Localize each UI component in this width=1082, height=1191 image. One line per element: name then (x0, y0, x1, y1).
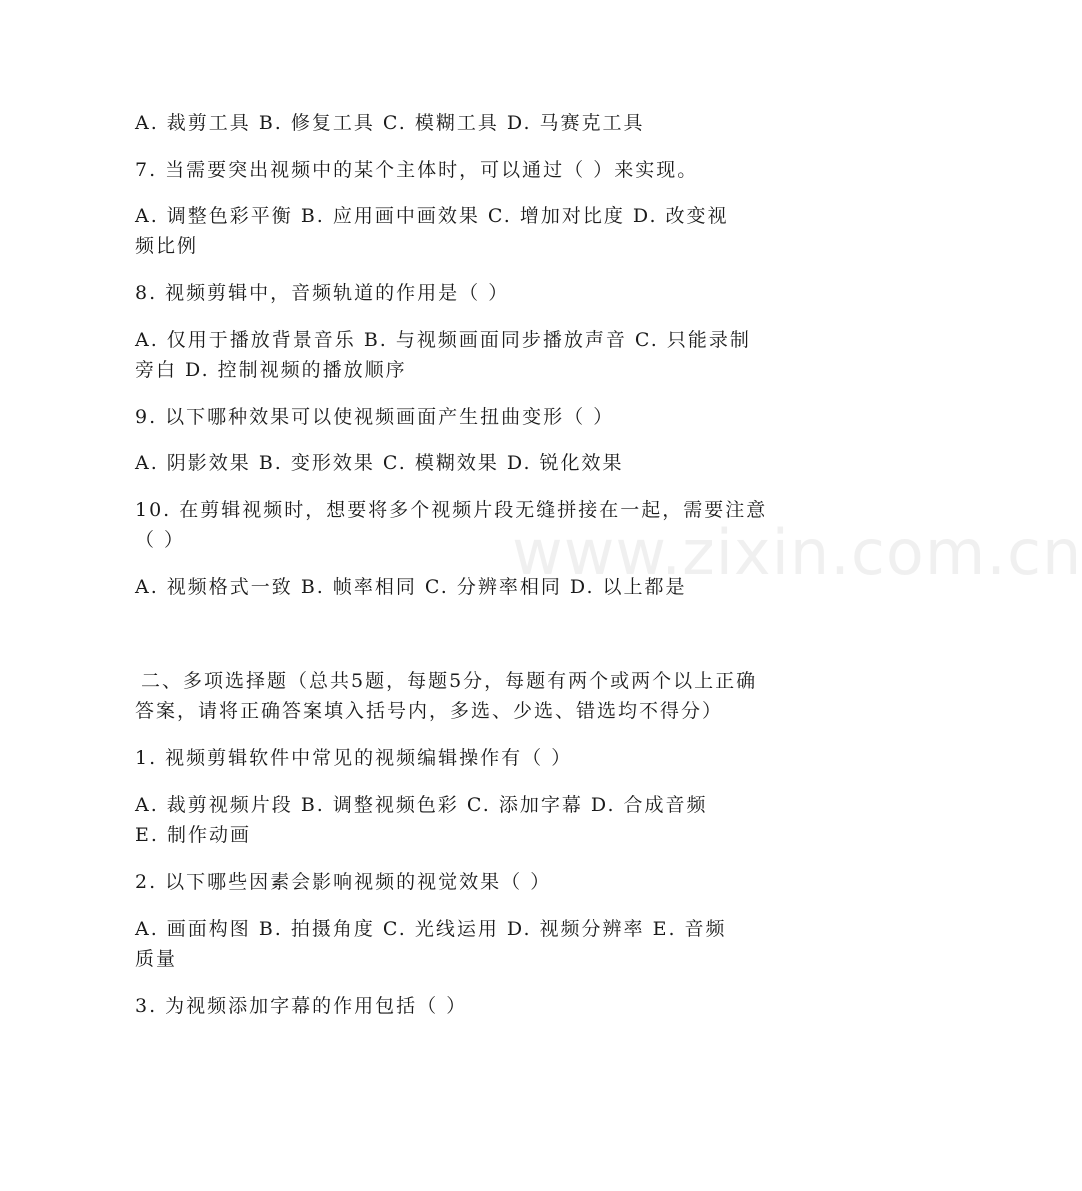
mq1-options-line2: E. 制作动画 (135, 824, 251, 846)
q10-options: A. 视频格式一致 B. 帧率相同 C. 分辨率相同 D. 以上都是 (135, 576, 687, 598)
mq2-options-line2: 质量 (135, 948, 178, 970)
q8-options-line1: A. 仅用于播放背景音乐 B. 与视频画面同步播放声音 C. 只能录制 (135, 329, 751, 351)
watermark: www.zixin.com.cn (512, 516, 1082, 589)
mq2-stem: 2. 以下哪些因素会影响视频的视觉效果（ ） (135, 871, 552, 893)
mq3-stem: 3. 为视频添加字幕的作用包括（ ） (135, 995, 468, 1017)
q6-options: A. 裁剪工具 B. 修复工具 C. 模糊工具 D. 马赛克工具 (135, 112, 645, 134)
q8-stem: 8. 视频剪辑中，音频轨道的作用是（ ） (135, 282, 510, 304)
q10-stem-line2: （ ） (135, 529, 186, 551)
section-heading-line1: 二、多项选择题（总共5题，每题5分，每题有两个或两个以上正确 (141, 670, 758, 692)
q7-options-line1: A. 调整色彩平衡 B. 应用画中画效果 C. 增加对比度 D. 改变视 (135, 205, 729, 227)
q9-options: A. 阴影效果 B. 变形效果 C. 模糊效果 D. 锐化效果 (135, 452, 624, 474)
mq2-options-line1: A. 画面构图 B. 拍摄角度 C. 光线运用 D. 视频分辨率 E. 音频 (135, 918, 727, 940)
q8-options-line2: 旁白 D. 控制视频的播放顺序 (135, 359, 407, 381)
q10-stem-line1: 10. 在剪辑视频时，想要将多个视频片段无缝拼接在一起，需要注意 (135, 499, 768, 521)
q9-stem: 9. 以下哪种效果可以使视频画面产生扭曲变形（ ） (135, 406, 615, 428)
section-heading-line2: 答案，请将正确答案填入括号内，多选、少选、错选均不得分） (135, 700, 724, 722)
q7-stem: 7. 当需要突出视频中的某个主体时，可以通过（ ）来实现。 (135, 159, 699, 181)
mq1-options-line1: A. 裁剪视频片段 B. 调整视频色彩 C. 添加字幕 D. 合成音频 (135, 794, 708, 816)
mq1-stem: 1. 视频剪辑软件中常见的视频编辑操作有（ ） (135, 747, 573, 769)
q7-options-line2: 频比例 (135, 235, 199, 257)
